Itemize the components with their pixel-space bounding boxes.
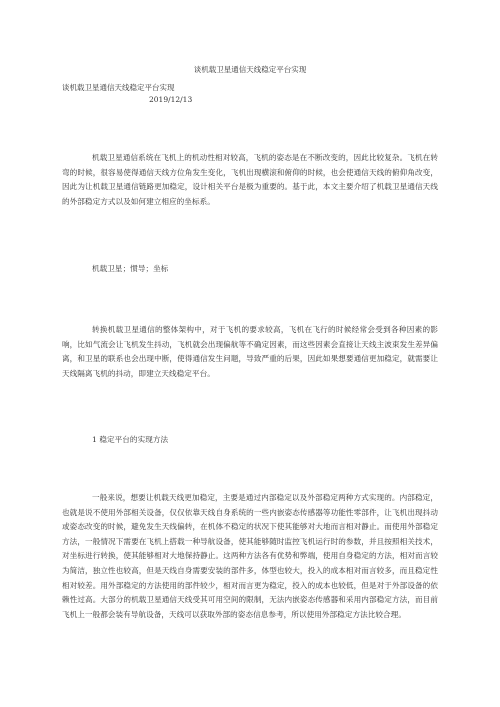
header-subtitle: 谈机载卫星通信天线稳定平台实现 xyxy=(62,83,175,92)
abstract-paragraph: 机载卫星通信系统在飞机上的机动性相对较高，飞机的姿态是在不断改变的，因此比较复杂。飞机在转弯的时候，很容易使得通信天线方位角发生变化，飞机出现横滚和俯仰的时候，也会使通信天线的俯仰角改变，因此为让机载卫星通信链路更加稳定，设计相关平台是极为重要的。基于此，本文主要介绍了机载卫星通信天线的外部稳定方式以及如何建立相应的坐标系。 xyxy=(62,153,438,206)
body-paragraph: 一般来说，想要让机载天线更加稳定，主要是通过内部稳定以及外部稳定两种方式实现的。内部稳定，也就是说不使用外部相关设备，仅仅依靠天线自身系统的一些内嵌姿态传感器等功能性零部件，让飞机出现抖动或姿态改变的时候，避免发生天线偏转，在机体不稳定的状况下使其能够对大地而言相对静止。而使用外部稳定方法，一般情况下需要在飞机上搭载一种导航设备，使其能够随时监控飞机运行时的参数，并且按照相关技术，对坐标进行转换，使其能够相对大地保持静止。这两种方法各有优势和弊端，使用自身稳定的方法，相对而言较为简洁，独立性也较高，但是天线自身需要安装的部件多，体型也较大，投入的成本相对而言较多，而且稳定性相对较差。用外部稳定的方法使用的部件较少，相对而言更为稳定，投入的成本也较低，但是对于外部设备的依赖性过高。大部分的机载卫星通信天线受其可用空间的限制，无法内嵌姿态传感器和采用内部稳定方法，而目前飞机上一般都会装有导航设备，天线可以获取外部的姿态信息参考，所以使用外部稳定方法比较合理。 xyxy=(62,493,438,619)
intro-paragraph: 转换机载卫星通信的整体架构中，对于飞机的要求较高，飞机在飞行的时候经常会受到各种因素的影响，比如气流会让飞机发生抖动，飞机就会出现偏航等不确定因素，而这些因素会直接让天线主波束发生差异偏离，和卫星的联系也会出现中断，使得通信发生问题，导致严重的后果，因此如果想要通信更加稳定，就需要让天线隔离飞机的抖动，即建立天线稳定平台。 xyxy=(62,325,438,378)
header-date: 2019/12/13 xyxy=(149,95,193,104)
keywords-paragraph: 机载卫星；惯导；坐标 xyxy=(92,264,169,273)
section-heading: 1 稳定平台的实现方法 xyxy=(92,435,169,444)
document-title: 谈机载卫星通信天线稳定平台实现 xyxy=(193,65,307,74)
